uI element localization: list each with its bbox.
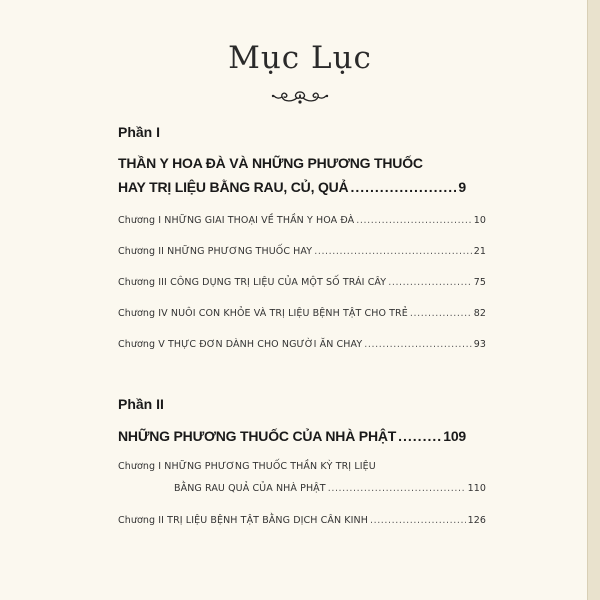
dot-leader [328, 483, 466, 494]
part-1-label: Phần I [118, 124, 161, 140]
chapter-page: 75 [473, 277, 486, 288]
part-1-heading-entry[interactable] [118, 179, 466, 195]
toc-entry-part2-ch2[interactable] [118, 515, 486, 526]
toc-entry-part1-ch4[interactable] [118, 308, 486, 319]
toc-entry-part2-ch1-line1[interactable] [118, 461, 486, 472]
chapter-title-line2: BẰNG RAU QUẢ CỦA NHÀ PHẬT [174, 483, 326, 494]
dot-leader [370, 515, 466, 526]
dot-leader [410, 308, 472, 319]
part-1-heading-line1: THẦN Y HOA ĐÀ VÀ NHỮNG PHƯƠNG THUỐC [118, 155, 423, 171]
chapter-title: Chương I NHỮNG PHƯƠNG THUỐC THẦN KỲ TRỊ LIỆU [118, 461, 376, 472]
dot-leader [388, 277, 472, 288]
part-1-heading-line2: HAY TRỊ LIỆU BẰNG RAU, CỦ, QUẢ [118, 179, 349, 195]
page-edge [587, 0, 600, 600]
part-2-label: Phần II [118, 396, 164, 412]
chapter-title: Chương II NHỮNG PHƯƠNG THUỐC HAY [118, 246, 313, 257]
chapter-page: 10 [473, 215, 486, 226]
chapter-page: 110 [467, 483, 486, 494]
chapter-title: Chương II TRỊ LIỆU BỆNH TẬT BẰNG DỊCH CÂN KINH [118, 515, 368, 526]
chapter-page: 21 [473, 246, 486, 257]
dot-leader [398, 428, 441, 444]
part-1-page: 9 [458, 179, 466, 195]
chapter-page: 126 [467, 515, 486, 526]
dot-leader [356, 215, 471, 226]
part-2-heading-entry[interactable] [118, 428, 466, 444]
toc-entry-part2-ch1[interactable] [118, 483, 486, 494]
chapter-title: Chương III CÔNG DỤNG TRỊ LIỆU CỦA MỘT SỐ TRÁI CÂY [118, 277, 387, 288]
dot-leader [314, 246, 472, 257]
toc-entry-part1-ch2[interactable] [118, 246, 486, 257]
page-title: Mục Lục [228, 40, 372, 76]
part-2-heading: NHỮNG PHƯƠNG THUỐC CỦA NHÀ PHẬT [118, 428, 397, 444]
toc-entry-part1-ch3[interactable] [118, 277, 486, 288]
toc-entry-part1-ch5[interactable] [118, 339, 486, 350]
dot-leader [350, 179, 456, 195]
chapter-title: Chương V THỰC ĐƠN DÀNH CHO NGƯỜI ĂN CHAY [118, 339, 363, 350]
toc-entry-part1-ch1[interactable] [118, 215, 486, 226]
part-2-page: 109 [443, 428, 466, 444]
dot-leader [364, 339, 471, 350]
chapter-title: Chương IV NUÔI CON KHỎE VÀ TRỊ LIỆU BỆNH TẬT CHO TRẺ [118, 308, 408, 319]
chapter-title: Chương I NHỮNG GIAI THOẠI VỀ THẦN Y HOA ĐÀ [118, 215, 355, 226]
chapter-page: 82 [473, 308, 486, 319]
chapter-page: 93 [473, 339, 486, 350]
ornament-flourish-icon [270, 88, 330, 106]
